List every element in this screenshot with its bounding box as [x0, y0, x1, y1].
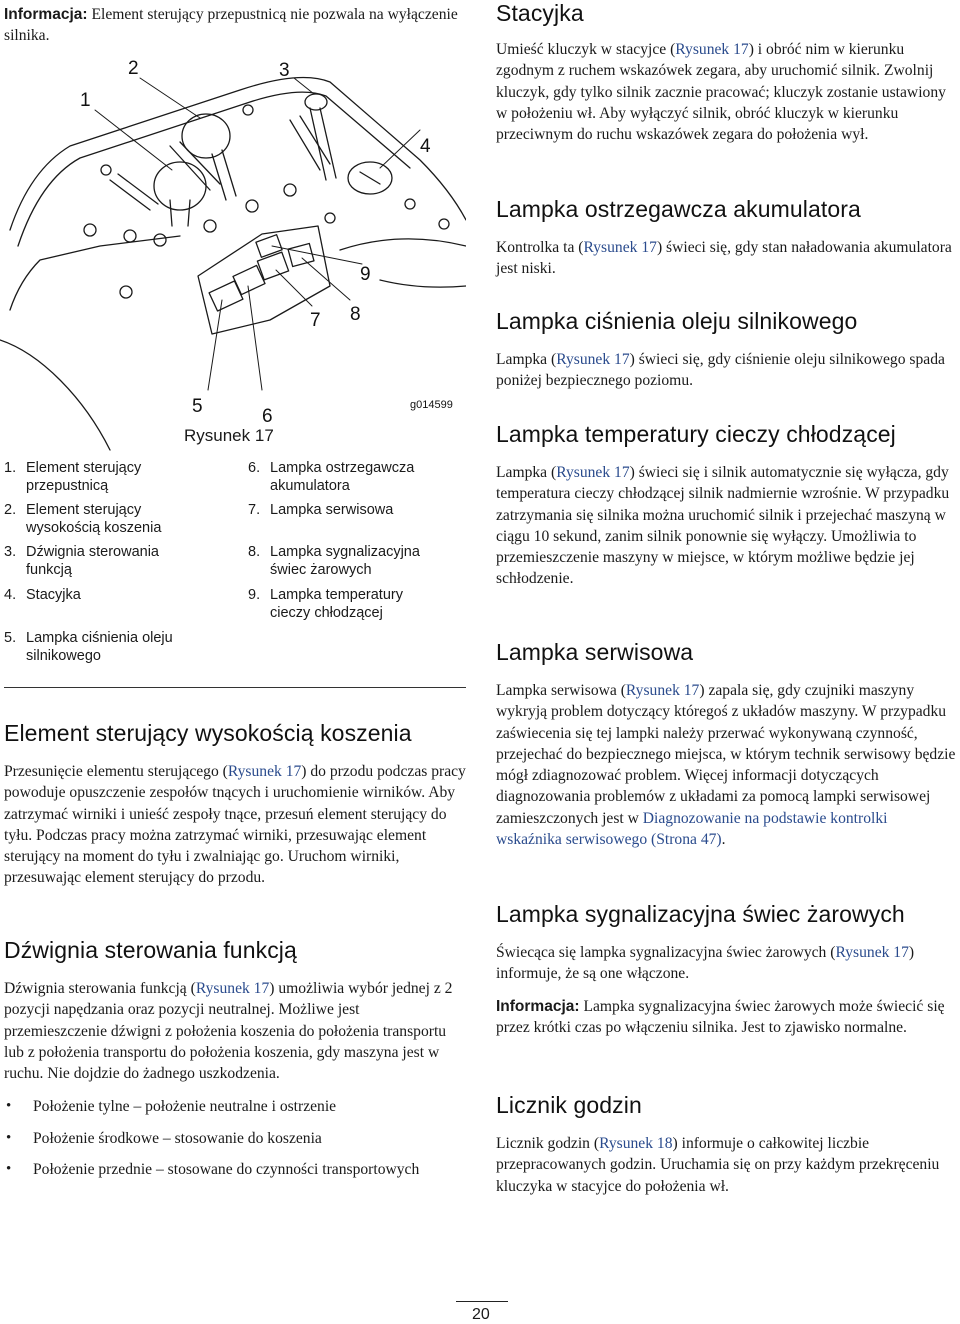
panel-curve-left	[0, 340, 110, 450]
control-panel-figure	[0, 50, 466, 454]
page-number-rule	[456, 1301, 508, 1302]
info-label: Informacja:	[496, 997, 580, 1015]
list-item: • Położenie środkowe – stosowanie do koszenia	[4, 1128, 466, 1149]
legend-item: 7. Lampka serwisowa	[248, 502, 394, 518]
section-title: Lampka sygnalizacyjna świec żarowych	[496, 901, 905, 927]
legend-item: 4. Stacyjka	[4, 587, 81, 603]
callout-7: 7	[310, 310, 321, 331]
section-hour-meter	[496, 1092, 956, 1197]
list-item: • Położenie przednie – stosowane do czynności transportowych	[4, 1159, 466, 1180]
section-title: Lampka serwisowa	[496, 639, 694, 665]
throttle-knob	[154, 162, 206, 210]
ignition-key	[360, 172, 380, 184]
panel-right-edge	[340, 239, 466, 250]
callout-2: 2	[128, 58, 139, 79]
callout-9: 9	[360, 264, 371, 285]
panel-outline	[10, 78, 466, 231]
section-cutting-height	[4, 720, 466, 889]
legend-item: 5. Lampka ciśnienia oleju silnikowego	[4, 630, 173, 664]
callout-leaders	[95, 78, 420, 390]
section-ignition	[496, 0, 956, 145]
section-title: Dźwignia sterowania funkcją	[4, 937, 297, 963]
section-body: Licznik godzin (Rysunek 18) informuje o całkowitej liczbie przepracowanych godzin. Uruchamia się on przy każdym przekręceniu kluczyka w stacyjce do położenia wł.	[496, 1135, 940, 1195]
section-battery-lamp	[496, 196, 956, 280]
section-service-lamp	[496, 639, 956, 850]
throttle-stem	[170, 200, 190, 226]
list-item: • Położenie tylne – położenie neutralne i ostrzenie	[4, 1096, 466, 1117]
section-body: Lampka serwisowa (Rysunek 17) zapala się, gdy czujniki maszyny wykryją problem dotyczący któregoś z układów maszyny. W przypadku zaświecenia się tej lampki należy przerwać wykonywaną czynność, przejechać do bezpiecznego miejsca, w którym technik serwisowy będzie mógł zdiagnozować problem. Więcej informacji dotyczących diagnozowania problemów z układami za pomocą lampki serwisowej zamieszczonych jest w Diagnozowanie na podstawie kontrolki wskaźnika serwisowego (Strona 47).	[496, 682, 956, 849]
section-oil-lamp	[496, 308, 956, 392]
callout-8: 8	[350, 304, 361, 325]
legend-item: 2. Element sterujący wysokością koszenia	[4, 502, 162, 536]
figure-caption: Rysunek 17	[184, 426, 274, 445]
legend-item: 8. Lampka sygnalizacyjna świec żarowych	[248, 544, 420, 578]
section-title: Lampka temperatury cieczy chłodzącej	[496, 421, 896, 447]
legend-item: 3. Dźwignia sterowania funkcją	[4, 544, 159, 578]
panel-lower-edge	[10, 236, 180, 310]
section-coolant-lamp	[496, 421, 956, 590]
section-title: Licznik godzin	[496, 1092, 642, 1118]
section-title: Lampka ciśnienia oleju silnikowego	[496, 308, 858, 334]
section-divider	[4, 687, 466, 688]
section-title: Stacyjka	[496, 0, 584, 26]
section-body: Kontrolka ta (Rysunek 17) świeci się, gdy stan naładowania akumulatora jest niski.	[496, 239, 952, 278]
page-number: 20	[472, 1306, 490, 1323]
figure-link[interactable]: Rysunek 17	[675, 41, 749, 58]
lamp-service	[257, 252, 288, 280]
section-title: Lampka ostrzegawcza akumulatora	[496, 196, 861, 222]
callout-5: 5	[192, 396, 203, 417]
section-function-lever	[4, 937, 466, 1190]
callout-1: 1	[80, 90, 91, 111]
section-body: Umieść kluczyk w stacyjce (Rysunek 17) i obróć nim w kierunku zgodnym z ruchem wskazówek zegara, aby uruchomić silnik. Zwolnij kluczyk, gdy tylko silnik zacznie pracować; kluczyk zostanie ustawiony w położeniu wł. Aby wyłączyć silnik, obróć kluczyk w kierunku przeciwnym do ruchu wskazówek zegara do położenia wył.	[496, 41, 946, 144]
info-note-glow: Informacja: Lampka sygnalizacyjna świec żarowych może świecić się przez krótki czas po włączeniu silnika. Jest to zjawisko normalne.	[496, 997, 945, 1036]
figure-link[interactable]: Rysunek 17	[195, 980, 270, 997]
callout-3: 3	[279, 60, 290, 81]
figure-link[interactable]: Rysunek 17	[227, 763, 302, 780]
figure-link[interactable]: Rysunek 17	[625, 682, 700, 699]
info-label: Informacja:	[4, 6, 88, 23]
lamp-glow	[288, 243, 314, 266]
legend-item: 1. Element sterujący przepustnicą	[4, 460, 142, 494]
info-note-throttle	[4, 4, 474, 46]
section-title: Element sterujący wysokością koszenia	[4, 720, 412, 746]
control-panel-drawing	[0, 50, 466, 454]
mower-stem	[212, 150, 236, 200]
callout-4: 4	[420, 136, 431, 157]
lever-shaft	[310, 108, 336, 180]
section-body: Dźwignia sterowania funkcją (Rysunek 17) umożliwia wybór jednej z 2 pozycji napędzania oraz pozycji neutralnej. Możliwe jest przemieszczenie dźwigni z położenia koszenia do położenia transportu lub z położenia transportu do położenia koszenia, gdy maszyna jest w ruchu. Nie dojdzie do żadnego uszkodzenia.	[4, 980, 453, 1083]
legend-item: 6. Lampka ostrzegawcza akumulatora	[248, 460, 415, 494]
diagnostics-link[interactable]: Diagnozowanie na podstawie kontrolki wskaźnika serwisowego (Strona 47)	[496, 809, 888, 849]
lever-positions-list	[4, 1096, 466, 1180]
section-body: Przesunięcie elementu sterującego (Rysunek 17) do przodu podczas pracy powoduje opuszczenie zespołów tnących i uruchomienie wirników. Aby zatrzymać wirniki i unieść zespoły tnące, przesuń element sterujący do tyłu. Podczas pracy można zatrzymać wirniki, przesuwając element sterujący na moment do tyłu i zwalniając go. Uruchom wirniki, przesuwając element sterujący do przodu.	[4, 763, 466, 887]
info-text: Element sterujący przepustnicą nie pozwala na wyłączenie silnika.	[4, 6, 458, 44]
panel-curve-right	[380, 280, 466, 287]
callout-6: 6	[262, 406, 273, 427]
section-body: Lampka (Rysunek 17) świeci się, gdy ciśnienie oleju silnikowego spada poniżej bezpiecznego poziomu.	[496, 351, 945, 390]
throttle-slot	[110, 174, 158, 210]
figure-link[interactable]: Rysunek 17	[835, 944, 909, 961]
section-body: Lampka (Rysunek 17) świeci się i silnik automatycznie się wyłącza, gdy temperatura cieczy chłodzącej silnik nadmiernie wzrośnie. W przypadku zatrzymania się silnika można uruchomić silnik i przejechać maszyną w ciągu 10 sekund, zanim silnik ponownie się wyłączy. Umożliwia to przemieszczenie maszyny w miejsce, w którym możliwe będzie jej schłodzenie.	[496, 464, 950, 588]
section-glow-plug-lamp	[496, 901, 956, 1038]
lever-knob	[305, 94, 327, 110]
figure-link[interactable]: Rysunek 17	[583, 239, 657, 256]
figure-link[interactable]: Rysunek 17	[556, 351, 630, 368]
section-body: Świecąca się lampka sygnalizacyjna świec żarowych (Rysunek 17) informuje, że są one włączone.	[496, 944, 915, 983]
figure-code: g014599	[410, 399, 453, 411]
figure-link[interactable]: Rysunek 18	[599, 1135, 673, 1152]
legend-item: 9. Lampka temperatury cieczy chłodzącej	[248, 587, 403, 621]
figure-link[interactable]: Rysunek 17	[556, 464, 630, 481]
